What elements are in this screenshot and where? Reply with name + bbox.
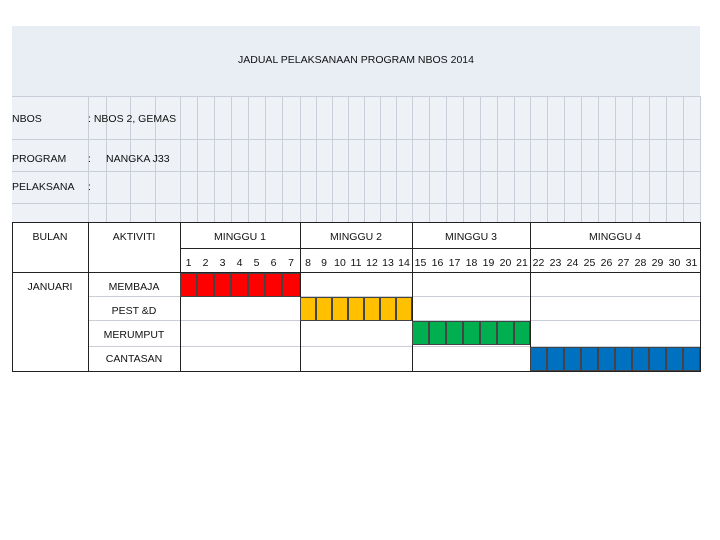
day-number: 3 [219, 257, 226, 269]
day-number: 29 [651, 257, 664, 269]
day-number: 24 [566, 257, 579, 269]
gantt-cell [598, 347, 615, 371]
activity-membaja: MEMBAJA [108, 281, 160, 293]
day-number: 16 [431, 257, 444, 269]
day-number: 21 [516, 257, 528, 269]
table-vline [88, 222, 89, 372]
day-number: 11 [350, 257, 362, 269]
gantt-cell [248, 273, 265, 297]
program-value: NANGKA J33 [106, 153, 170, 165]
day-number: 25 [583, 257, 596, 269]
header-minggu-3: MINGGU 3 [445, 231, 497, 243]
gantt-cell [380, 297, 396, 321]
day-number: 18 [465, 257, 478, 269]
gantt-cell [649, 347, 666, 371]
gantt-cell [364, 297, 380, 321]
pelaksana-colon: : [88, 181, 91, 193]
gantt-cell [615, 347, 632, 371]
header-minggu-2: MINGGU 2 [330, 231, 382, 243]
info-grid-hline [12, 171, 700, 172]
day-number: 30 [668, 257, 681, 269]
gantt-cell [429, 321, 446, 345]
header-aktiviti: AKTIVITI [112, 231, 156, 243]
gantt-cell [564, 347, 581, 371]
day-number: 4 [236, 257, 243, 269]
gantt-cell [300, 297, 316, 321]
day-number: 9 [321, 257, 327, 269]
table-body-top [12, 272, 700, 273]
gantt-cell [412, 321, 429, 345]
day-number: 7 [288, 257, 294, 269]
gantt-cell [214, 273, 231, 297]
header-minggu-4: MINGGU 4 [589, 231, 641, 243]
gantt-cell [282, 273, 300, 297]
program-label: PROGRAM [12, 153, 67, 165]
gantt-cell [332, 297, 348, 321]
gantt-cell [396, 297, 412, 321]
pelaksana-label: PELAKSANA [12, 181, 75, 193]
day-number: 23 [549, 257, 562, 269]
nbos-label: NBOS [12, 113, 42, 125]
page-title: JADUAL PELAKSANAAN PROGRAM NBOS 2014 [238, 54, 474, 66]
day-number: 6 [270, 257, 277, 269]
gantt-cell [683, 347, 700, 371]
day-number: 13 [382, 257, 394, 269]
table-border-bottom [12, 371, 700, 372]
gantt-cell [197, 273, 214, 297]
info-grid-hline [12, 139, 700, 140]
day-number: 28 [634, 257, 647, 269]
day-number: 5 [253, 257, 260, 269]
gantt-cell [348, 297, 364, 321]
activity-cantasan: CANTASAN [105, 353, 163, 365]
day-number: 12 [366, 257, 378, 269]
info-grid-hline [12, 203, 700, 204]
activity-merumput: MERUMPUT [103, 329, 165, 341]
gantt-cell [480, 321, 497, 345]
gantt-cell [514, 321, 530, 345]
info-grid-hline [12, 96, 700, 97]
day-number: 20 [499, 257, 512, 269]
gantt-cell [231, 273, 248, 297]
info-grid-vline [700, 96, 701, 222]
gantt-cell [497, 321, 514, 345]
day-number: 15 [414, 257, 427, 269]
day-number: 22 [532, 257, 545, 269]
gantt-cell [530, 347, 547, 371]
day-number: 26 [600, 257, 613, 269]
day-number: 27 [617, 257, 630, 269]
gantt-cell [463, 321, 480, 345]
gantt-cell [265, 273, 282, 297]
table-vline [700, 222, 701, 372]
table-header-divider [180, 248, 700, 249]
day-number: 14 [398, 257, 410, 269]
gantt-cell [180, 273, 197, 297]
gantt-cell [316, 297, 332, 321]
program-colon: : [88, 153, 91, 165]
day-number: 1 [185, 257, 192, 269]
table-vline [412, 222, 413, 372]
gantt-cell [547, 347, 564, 371]
header-minggu-1: MINGGU 1 [214, 231, 266, 243]
table-border-top [12, 222, 700, 223]
day-number: 8 [305, 257, 311, 269]
gantt-cell [632, 347, 649, 371]
day-number: 19 [482, 257, 495, 269]
day-number: 2 [202, 257, 209, 269]
gantt-cell [666, 347, 683, 371]
month-januari: JANUARI [27, 281, 73, 293]
day-number: 10 [334, 257, 346, 269]
header-bulan: BULAN [32, 231, 68, 243]
gantt-cell [446, 321, 463, 345]
day-number: 17 [448, 257, 461, 269]
gantt-cell [581, 347, 598, 371]
activity-pest: PEST &D [111, 305, 157, 317]
nbos-value: : NBOS 2, GEMAS [88, 113, 177, 125]
day-number: 31 [685, 257, 698, 269]
table-vline [180, 222, 181, 372]
table-vline [12, 222, 13, 372]
